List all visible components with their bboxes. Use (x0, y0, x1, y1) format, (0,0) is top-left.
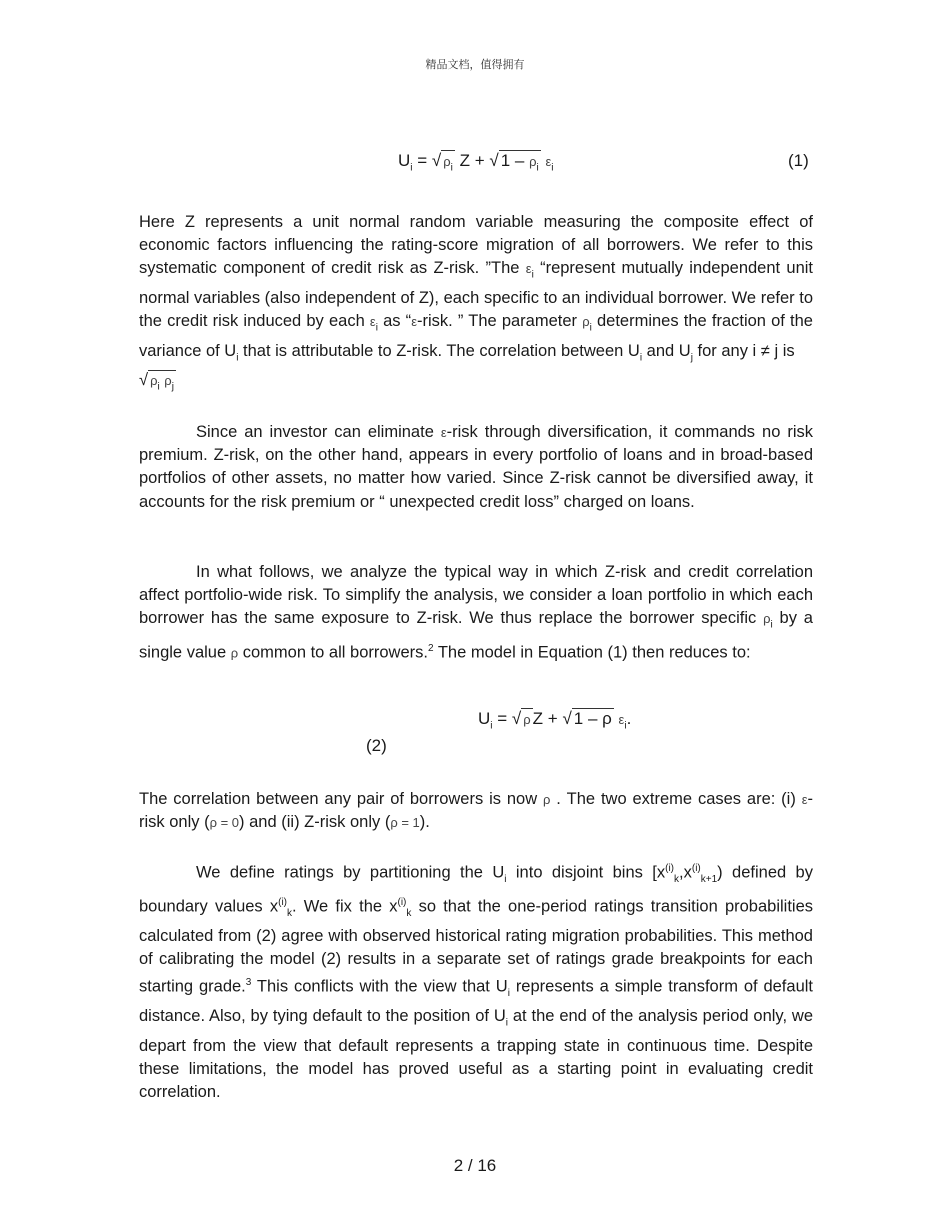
page-header: 精品文档，值得拥有 (425, 58, 525, 71)
paragraph-5: We define ratings by partitioning the $U_i$ into disjoint bins $[x^{(i)}_k,x^{(i)}_{k+1})$ defined by boundary values $x^{(i)}_k$. We fix the $x^{(i)}_k$ so that the one-period ratings transition probabilities calculated from (2) agree with observed historical rating migration probabilities. This method of calibrating the model (2) results in a separate set of ratings grade breakpoints for each starting grade.$^3$ This conflicts with the view that $U_i$ represents a simple transform of default distance. Also, by tying default to the position of $U_i$ at the end of the analysis period only, we depart from the view that default represents a trapping state in continuous time. Despite these limitations, the model has proved useful as a starting point in evaluating credit correlation. (139, 863, 813, 1102)
paragraph-2: Since an investor can eliminate ε-risk through diversification, it commands no risk premium. Z-risk, on the other hand, appears in every portfolio of loans and in broad-based portfolios of other assets, no matter how varied. Since Z-risk cannot be diversified away, it accounts for the risk premium or “ unexpected credit loss” charged on loans. (139, 423, 813, 511)
paragraph-3: In what follows, we analyze the typical way in which Z-risk and credit correlation affect portfolio-wide risk. To simplify the analysis, we consider a loan portfolio in which each borrower has the same exposure to Z-risk. We thus replace the borrower specific $\rho_i$ by a single value ρ common to all borrowers.$^2$ The model in Equation (1) then reduces to: (139, 563, 813, 662)
page-number: 2 / 16 (453, 1156, 497, 1175)
equation-1: $U_i$ = √ $\rho_i$ Z + √ $1 - \rho_i$ $\varepsilon_i$ (398, 151, 554, 174)
paragraph-4: The correlation between any pair of borrowers is now ρ . The two extreme cases are: (i) ε-risk only (ρ = 0) and (ii) Z-risk only (ρ = 1). (139, 790, 813, 832)
equation-1-number: (1) (788, 151, 809, 170)
equation-2-number: (2) (366, 736, 387, 755)
paragraph-1: Here Z represents a unit normal random variable measuring the composite effect of economic factors influencing the rating-score migration of all borrowers. We refer to this systematic component of credit risk as Z-risk. ”The $\varepsilon_i$ “represent mutually independent unit normal variables (also independent of Z), each specific to an individual borrower. We refer to the credit risk induced by each $\varepsilon_i$ as “ε-risk. ” The parameter $\rho_i$ determines the fraction of the variance of $U_i$ that is attributable to Z-risk. The correlation between $U_i$ and $U_j$ for any i ≠ j is √ $\rho_i$ $\rho_j$ (139, 213, 814, 393)
equation-2: $U_i$ = √ ρ Z + √ 1 – ρ $\varepsilon_i$. (478, 709, 632, 732)
